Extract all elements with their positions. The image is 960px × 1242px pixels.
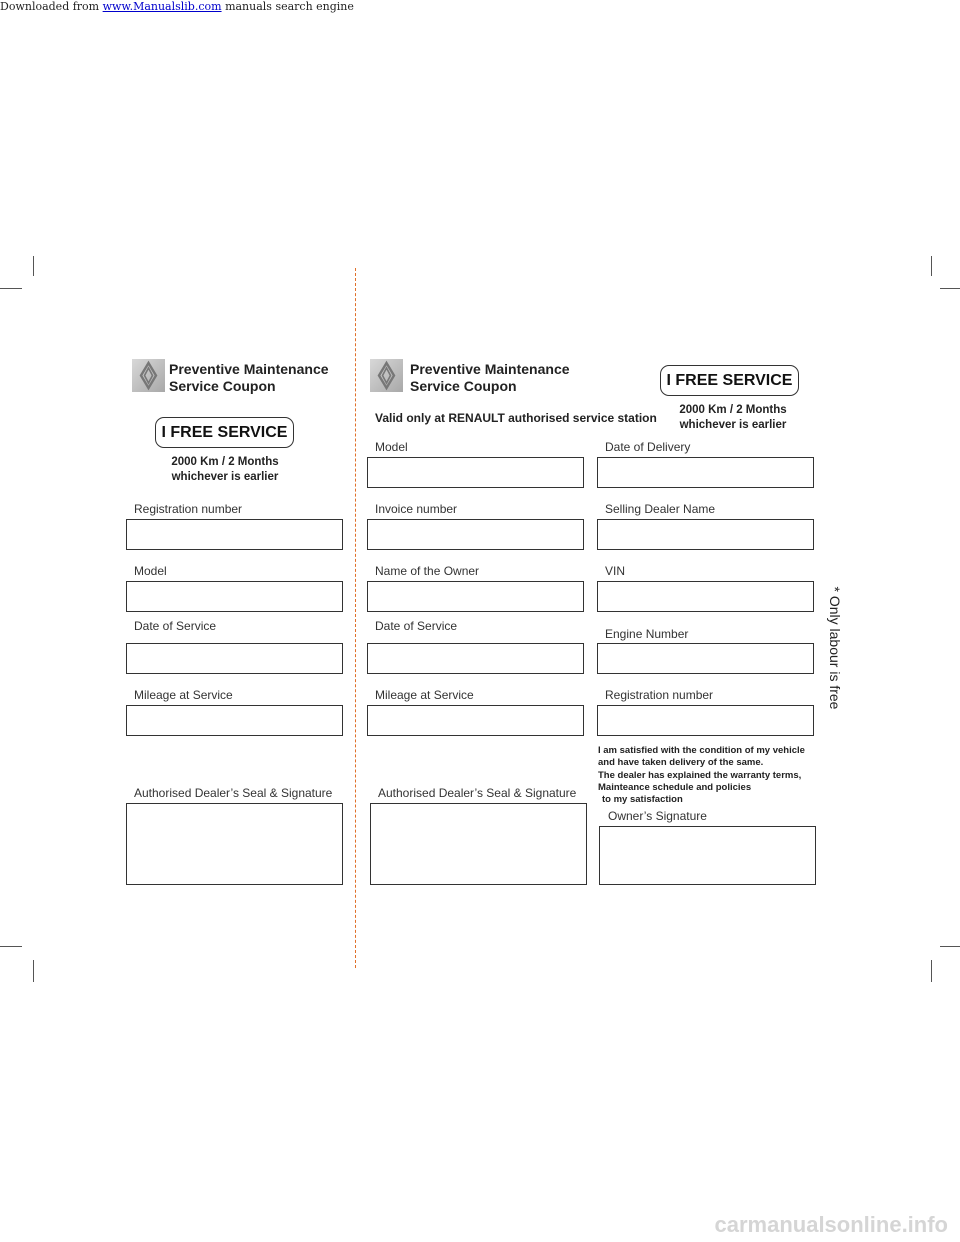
date-of-service-label: Date of Service: [375, 619, 458, 633]
model-label: Model: [134, 564, 167, 578]
satisfaction-line: and have taken delivery of the same.: [598, 757, 764, 769]
dealer-seal-field[interactable]: [370, 803, 587, 885]
crop-mark: [931, 256, 932, 276]
renault-logo-icon: [370, 359, 403, 392]
engine-number-label: Engine Number: [605, 627, 689, 641]
date-of-service-field[interactable]: [367, 643, 584, 674]
coupon-title-line2: Service Coupon: [410, 378, 517, 394]
date-of-service-field[interactable]: [126, 643, 343, 674]
satisfaction-line: The dealer has explained the warranty terms,: [598, 769, 802, 781]
satisfaction-line: I am satisfied with the condition of my vehicle: [598, 745, 805, 756]
dealer-seal-label: Authorised Dealer’s Seal & Signature: [378, 786, 577, 800]
download-header: [0, 0, 354, 13]
vin-label: VIN: [605, 564, 626, 578]
coupon-title: [169, 361, 329, 395]
owner-name-field[interactable]: [367, 581, 584, 612]
km-limit-line2: whichever is earlier: [171, 471, 279, 483]
date-of-service-label: Date of Service: [134, 619, 217, 633]
selling-dealer-name-label: Selling Dealer Name: [605, 502, 716, 516]
satisfaction-line: Mainteance schedule and policies: [598, 781, 752, 793]
coupon-title-line2: Service Coupon: [169, 378, 276, 394]
engine-number-field[interactable]: [597, 643, 814, 674]
satisfaction-line: to my satisfaction: [602, 794, 683, 806]
date-of-delivery-label: Date of Delivery: [605, 440, 691, 454]
registration-number-field[interactable]: [597, 705, 814, 736]
vin-field[interactable]: [597, 581, 814, 612]
dealer-seal-label: Authorised Dealer’s Seal & Signature: [134, 786, 333, 800]
coupon-cut-line: [355, 268, 356, 968]
coupon-title: [410, 361, 570, 395]
registration-number-label: Registration number: [605, 688, 714, 702]
date-of-delivery-field[interactable]: [597, 457, 814, 488]
registration-number-label: Registration number: [134, 502, 243, 516]
crop-mark: [33, 256, 34, 276]
owner-signature-label: Owner’s Signature: [608, 809, 707, 823]
manualslib-link[interactable]: www.Manualslib.com: [102, 0, 222, 13]
km-limit: [150, 455, 300, 485]
crop-mark: [33, 960, 34, 982]
km-limit-line1: 2000 Km / 2 Months: [679, 404, 787, 416]
mileage-at-service-label: Mileage at Service: [134, 688, 233, 702]
mileage-at-service-label: Mileage at Service: [375, 688, 474, 702]
km-limit-line2: whichever is earlier: [679, 419, 787, 431]
registration-number-field[interactable]: [126, 519, 343, 550]
crop-mark: [0, 288, 22, 289]
coupon-title-line1: Preventive Maintenance: [169, 361, 329, 377]
model-field[interactable]: [126, 581, 343, 612]
site-watermark: carmanualsonline.info: [714, 1212, 948, 1237]
mileage-at-service-field[interactable]: [126, 705, 343, 736]
valid-station-note: Valid only at RENAULT authorised service station: [375, 411, 657, 425]
crop-mark: [0, 946, 22, 947]
km-limit-line1: 2000 Km / 2 Months: [171, 456, 279, 468]
mileage-at-service-field[interactable]: [367, 705, 584, 736]
header-suffix: manuals search engine: [225, 0, 354, 13]
free-service-badge: I FREE SERVICE: [660, 365, 799, 396]
header-prefix: Downloaded from: [0, 0, 100, 13]
dealer-seal-field[interactable]: [126, 803, 343, 885]
crop-mark: [940, 288, 960, 289]
km-limit: [658, 403, 808, 433]
coupon-title-line1: Preventive Maintenance: [410, 361, 570, 377]
renault-logo-icon: [132, 359, 165, 392]
crop-mark: [940, 946, 960, 947]
invoice-number-label: Invoice number: [375, 502, 458, 516]
model-label: Model: [375, 440, 408, 454]
labour-free-note: * Only labour is free: [827, 586, 843, 710]
invoice-number-field[interactable]: [367, 519, 584, 550]
crop-mark: [931, 960, 932, 982]
owner-signature-field[interactable]: [599, 826, 816, 885]
free-service-badge: I FREE SERVICE: [155, 417, 294, 448]
owner-name-label: Name of the Owner: [375, 564, 480, 578]
selling-dealer-name-field[interactable]: [597, 519, 814, 550]
satisfaction-statement: [598, 745, 805, 806]
model-field[interactable]: [367, 457, 584, 488]
